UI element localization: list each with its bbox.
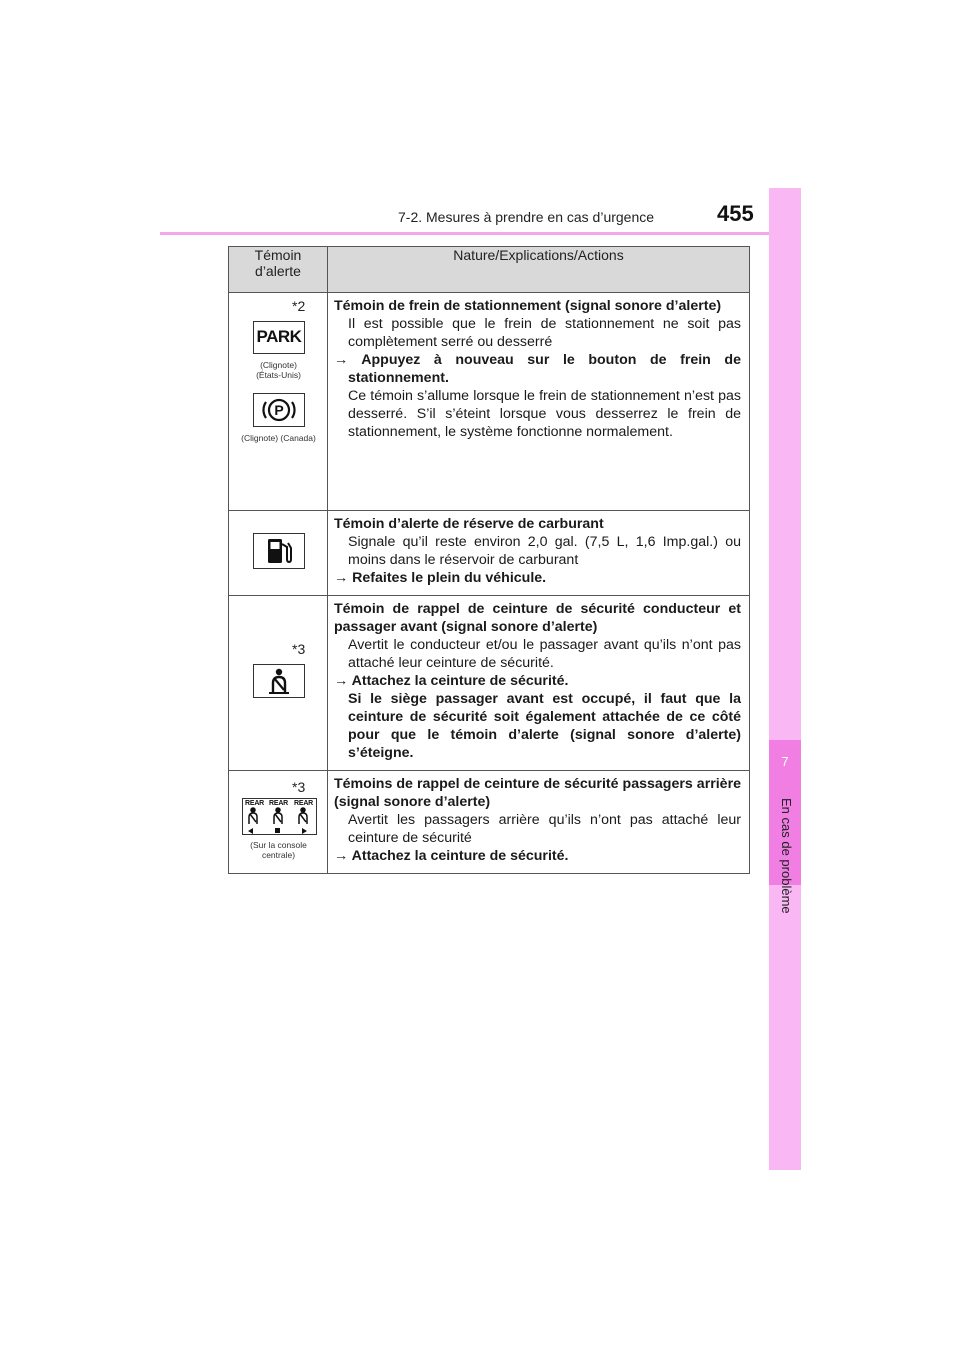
table-row <box>229 293 750 511</box>
table-row <box>229 771 750 874</box>
svg-text:REAR: REAR <box>294 800 314 807</box>
footnote-star: *3 <box>292 779 306 795</box>
light-title: Témoin d’alerte de réserve de carburant <box>334 516 604 532</box>
rear-seatbelt-icons <box>242 798 317 835</box>
light-title: Témoin de frein de stationnement (signal sonore d’alerte) <box>334 298 722 314</box>
svg-text:REAR: REAR <box>245 800 265 807</box>
light-cell <box>229 293 328 511</box>
description-cell <box>328 771 750 874</box>
page-number: 455 <box>717 201 754 226</box>
seatbelt-icon <box>253 664 305 698</box>
table-header-row <box>229 247 750 293</box>
warning-lights-table <box>228 246 750 874</box>
light-action: → Attachez la ceinture de sécurité. <box>334 673 569 689</box>
description-cell <box>328 511 750 596</box>
table-row <box>229 511 750 596</box>
rear-icon-caption: (Sur la console centrale) <box>250 840 307 860</box>
section-title: 7-2. Mesures à prendre en cas d’urgence <box>398 209 655 225</box>
light-explanation: Il est possible que le frein de stationnement ne soit pas complètement serré ou desserré <box>348 316 741 350</box>
light-cell <box>229 511 328 596</box>
svg-text:REAR: REAR <box>269 800 289 807</box>
light-title: Témoins de rappel de ceinture de sécurité passagers arrière (signal sonore d’alerte) <box>334 776 741 810</box>
footnote-star: *3 <box>292 641 306 657</box>
header-rule <box>160 232 800 235</box>
description-cell <box>328 596 750 771</box>
light-note: Ce témoin s’allume lorsque le frein de stationnement n’est pas desserré. S’il s’éteint lorsque vous desserrez le frein de stationnement, le système fonctionne normalement. <box>348 388 741 440</box>
column-header-description: Nature/Explications/Actions <box>328 247 750 293</box>
chapter-side-tab <box>769 188 801 1170</box>
chapter-number: 7 <box>781 754 789 769</box>
light-action: → Attachez la ceinture de sécurité. <box>334 848 569 864</box>
table-row <box>229 596 750 771</box>
light-explanation: Signale qu’il reste environ 2,0 gal. (7,5 L, 1,6 Imp.gal.) ou moins dans le réservoir de carburant <box>348 534 741 568</box>
park-warning-icon: PARK <box>253 321 305 354</box>
light-title: Témoin de rappel de ceinture de sécurité conducteur et passager avant (signal sonore d’alerte) <box>334 601 741 635</box>
light-explanation: Avertit les passagers arrière qu’ils n’ont pas attaché leur ceinture de sécurité <box>348 812 741 846</box>
column-header-light: Témoin d’alerte <box>229 247 328 293</box>
light-cell <box>229 771 328 874</box>
light-cell <box>229 596 328 771</box>
p-icon-caption: (Clignote) (Canada) <box>241 433 316 443</box>
footnote-star: *2 <box>292 298 306 314</box>
chapter-title: En cas de problème <box>779 798 794 914</box>
light-action: → Appuyez à nouveau sur le bouton de frein de stationnement. <box>334 352 741 386</box>
light-action-note: Si le siège passager avant est occupé, il faut que la ceinture de sécurité soit également attachée de ce côté pour que le témoin d’alerte (signal sonore d’alerte) s’éteigne. <box>348 691 741 761</box>
light-explanation: Avertit le conducteur et/ou le passager avant qu’ils n’ont pas attaché leur ceinture de sécurité. <box>348 637 741 671</box>
parking-brake-p-icon <box>253 393 305 427</box>
fuel-pump-icon <box>253 533 305 569</box>
svg-text:P: P <box>274 402 284 418</box>
description-cell <box>328 293 750 511</box>
light-action: → Refaites le plein du véhicule. <box>334 570 547 586</box>
park-icon-caption: (Clignote) (États-Unis) <box>256 360 301 380</box>
